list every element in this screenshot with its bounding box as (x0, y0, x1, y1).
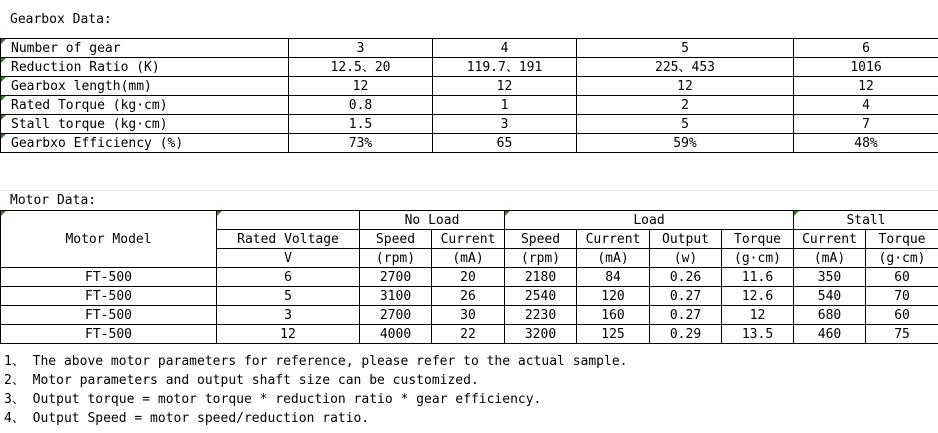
column-header: Current (794, 230, 866, 249)
unit-cell: (g·cm) (722, 249, 794, 268)
table-cell: 22 (432, 325, 505, 344)
table-cell: 2700 (360, 306, 432, 325)
unit-cell: (mA) (577, 249, 650, 268)
table-row (1, 96, 938, 115)
row-label: Gearbox length(mm) (1, 77, 289, 96)
table-cell: 59% (577, 134, 794, 153)
unit-cell: (mA) (432, 249, 505, 268)
table-cell: 3100 (360, 287, 432, 306)
table-cell: 460 (794, 325, 866, 344)
header-spacer (217, 211, 360, 230)
column-header: Torque (722, 230, 794, 249)
table-cell: 225、453 (577, 58, 794, 77)
table-cell: 2180 (505, 268, 577, 287)
table-cell: 5 (217, 287, 360, 306)
column-header: Rated Voltage (217, 230, 360, 249)
table-cell: 2230 (505, 306, 577, 325)
table-cell: 1.5 (289, 115, 433, 134)
table-cell: 540 (794, 287, 866, 306)
table-cell: 65 (433, 134, 577, 153)
table-row (1, 134, 938, 153)
table-cell: 0.26 (650, 268, 722, 287)
table-cell: 75 (866, 325, 938, 344)
table-row (1, 287, 938, 306)
motor-table (0, 210, 938, 344)
table-cell: 5 (577, 115, 794, 134)
table-cell: 13.5 (722, 325, 794, 344)
column-header: Current (577, 230, 650, 249)
note-item: 1、 The above motor parameters for reference, please refer to the actual sample. (4, 354, 628, 369)
gearbox-table (0, 38, 938, 153)
column-header: Speed (360, 230, 432, 249)
table-cell: 4 (433, 39, 577, 58)
table-cell: 2 (577, 96, 794, 115)
table-cell: 12 (794, 77, 938, 96)
table-cell: 26 (432, 287, 505, 306)
table-cell: 12 (289, 77, 433, 96)
column-header: Speed (505, 230, 577, 249)
unit-cell: (rpm) (505, 249, 577, 268)
table-cell: 12.5、20 (289, 58, 433, 77)
unit-cell: V (217, 249, 360, 268)
table-row (1, 325, 938, 344)
table-row (1, 306, 938, 325)
table-row (1, 268, 938, 287)
note-item: 2、 Motor parameters and output shaft size can be customized. (4, 373, 479, 388)
table-row (1, 115, 938, 134)
table-cell: 20 (432, 268, 505, 287)
gearbox-section-title: Gearbox Data: (10, 12, 112, 27)
table-cell: 73% (289, 134, 433, 153)
table-cell: 30 (432, 306, 505, 325)
row-label: Number of gear (1, 39, 289, 58)
no-load-group-header: No Load (360, 211, 505, 230)
table-cell: 11.6 (722, 268, 794, 287)
table-cell: 0.27 (650, 306, 722, 325)
table-cell: 4000 (360, 325, 432, 344)
table-cell: 3200 (505, 325, 577, 344)
table-cell: 12 (577, 77, 794, 96)
table-cell: 0.8 (289, 96, 433, 115)
table-cell: 1 (433, 96, 577, 115)
table-cell: 84 (577, 268, 650, 287)
row-label: Rated Torque (kg·cm) (1, 96, 289, 115)
table-cell: 70 (866, 287, 938, 306)
table-cell: 0.29 (650, 325, 722, 344)
notes-list (4, 352, 627, 428)
note-item: 3、 Output torque = motor torque * reduction ratio * gear efficiency. (4, 392, 542, 407)
load-group-header: Load (505, 211, 794, 230)
column-header: Output (650, 230, 722, 249)
stall-group-header: Stall (794, 211, 938, 230)
row-label: Stall torque (kg·cm) (1, 115, 289, 134)
motor-model-cell: FT-500 (1, 287, 217, 306)
table-cell: 119.7、191 (433, 58, 577, 77)
table-cell: 680 (794, 306, 866, 325)
table-cell: 160 (577, 306, 650, 325)
table-cell: 12 (217, 325, 360, 344)
table-cell: 120 (577, 287, 650, 306)
table-cell: 4 (794, 96, 938, 115)
table-cell: 5 (577, 39, 794, 58)
table-cell: 48% (794, 134, 938, 153)
column-header: Torque (866, 230, 938, 249)
motor-model-header: Motor Model (1, 211, 217, 268)
table-cell: 60 (866, 268, 938, 287)
row-label: Gearbxo Efficiency (%) (1, 134, 289, 153)
unit-cell: (mA) (794, 249, 866, 268)
motor-model-cell: FT-500 (1, 325, 217, 344)
table-row (1, 39, 938, 58)
table-cell: 3 (289, 39, 433, 58)
table-cell: 6 (794, 39, 938, 58)
table-row (1, 77, 938, 96)
row-label: Reduction Ratio (K) (1, 58, 289, 77)
table-cell: 6 (217, 268, 360, 287)
unit-cell: (g·cm) (866, 249, 938, 268)
table-cell: 3 (217, 306, 360, 325)
table-cell: 60 (866, 306, 938, 325)
column-header: Current (432, 230, 505, 249)
table-cell: 350 (794, 268, 866, 287)
table-cell: 1016 (794, 58, 938, 77)
motor-section-title: Motor Data: (10, 193, 97, 208)
table-cell: 2540 (505, 287, 577, 306)
table-cell: 3 (433, 115, 577, 134)
table-cell: 12.6 (722, 287, 794, 306)
table-cell: 12 (722, 306, 794, 325)
unit-cell: (rpm) (360, 249, 432, 268)
table-row (1, 58, 938, 77)
note-item: 4、 Output Speed = motor speed/reduction ratio. (4, 411, 370, 426)
motor-model-cell: FT-500 (1, 268, 217, 287)
row-divider (0, 190, 938, 191)
table-cell: 2700 (360, 268, 432, 287)
table-cell: 7 (794, 115, 938, 134)
table-cell: 12 (433, 77, 577, 96)
table-cell: 125 (577, 325, 650, 344)
motor-model-cell: FT-500 (1, 306, 217, 325)
unit-cell: (w) (650, 249, 722, 268)
table-header-row (1, 211, 938, 230)
table-cell: 0.27 (650, 287, 722, 306)
